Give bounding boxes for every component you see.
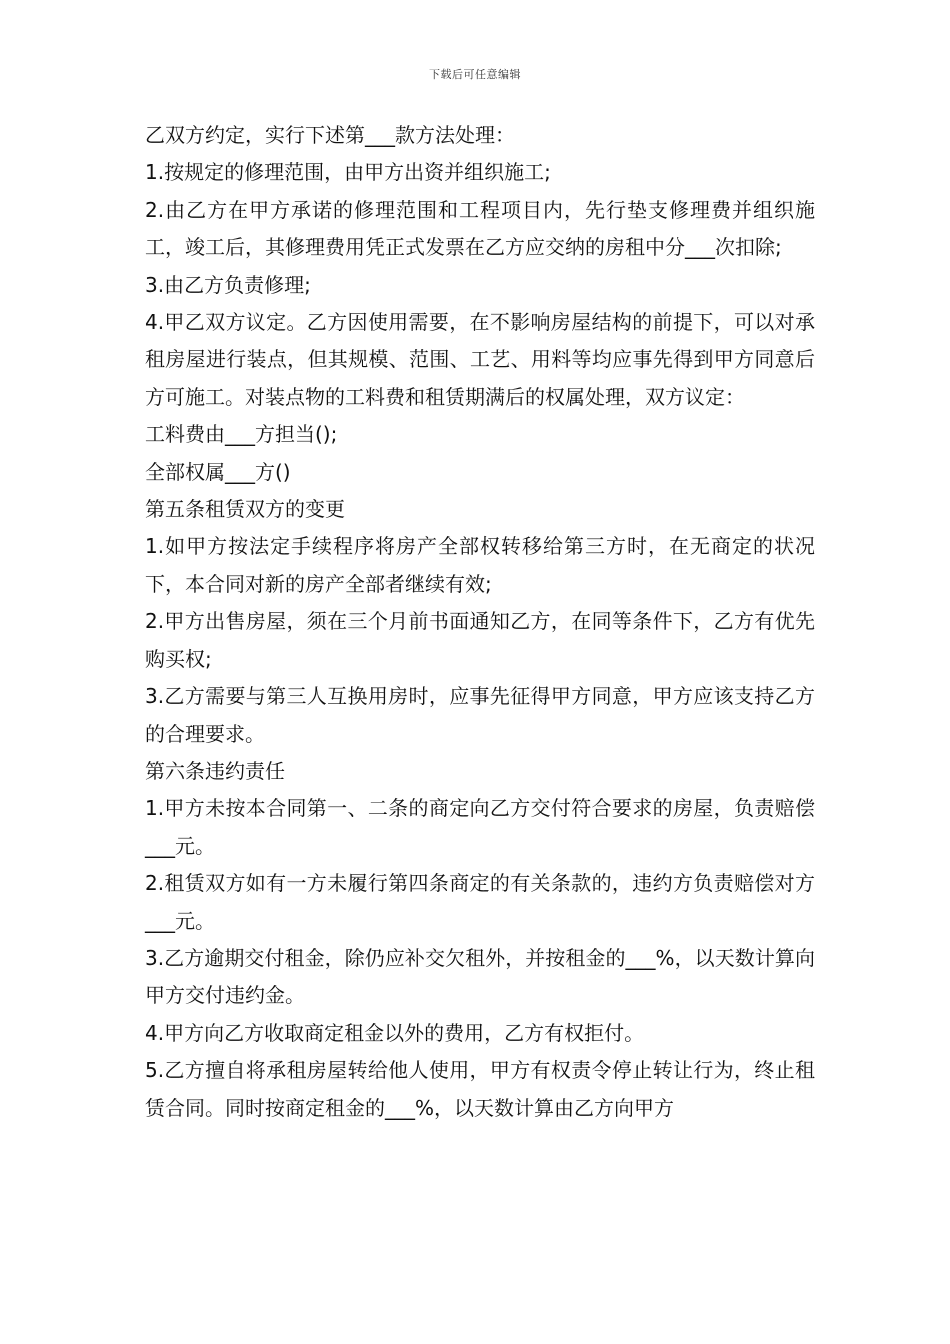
paragraph-change-2: 2.甲方出售房屋，须在三个月前书面通知乙方，在同等条件下，乙方有优先购买权; — [145, 609, 815, 671]
paragraph-liability-5: 5.乙方擅自将承租房屋转给他人使用，甲方有权责令停止转让行为，终止租赁合同。同时按商定租金的___%，以天数计算由乙方向甲方 — [145, 1058, 815, 1120]
section-heading-article-6: 第六条违约责任 — [145, 758, 285, 783]
paragraph-liability-3: 3.乙方逾期交付租金，除仍应补交欠租外，并按租金的___%，以天数计算向甲方交付违约金。 — [145, 945, 815, 1008]
paragraph-change-3: 3.乙方需要与第三人互换用房时，应事先征得甲方同意，甲方应该支持乙方的合理要求。 — [145, 684, 815, 746]
paragraph-ownership: 全部权属___方() — [145, 459, 291, 484]
paragraph-change-1: 1.如甲方按法定手续程序将房产全部权转移给第三方时，在无商定的状况下，本合同对新的房产全部者继续有效; — [145, 534, 815, 596]
paragraph-payment-method: 乙双方约定，实行下述第___款方法处理： — [145, 123, 515, 147]
paragraph-repair-option-3: 3.由乙方负责修理; — [145, 272, 311, 297]
document-body — [145, 117, 815, 1127]
paragraph-material-cost: 工料费由___方担当(); — [145, 422, 338, 447]
paragraph-liability-4: 4.甲方向乙方收取商定租金以外的费用，乙方有权拒付。 — [145, 1020, 645, 1045]
section-heading-article-5: 第五条租赁双方的变更 — [145, 497, 345, 522]
paragraph-repair-option-1: 1.按规定的修理范围，由甲方出资并组织施工; — [145, 160, 551, 185]
paragraph-repair-option-2: 2.由乙方在甲方承诺的修理范围和工程项目内，先行垫支修理费并组织施工，竣工后，其修理费用凭正式发票在乙方应交纳的房租中分___次扣除; — [145, 197, 815, 260]
paragraph-liability-2: 2.租赁双方如有一方未履行第四条商定的有关条款的，违约方负责赔偿对方___元。 — [145, 871, 815, 933]
paragraph-liability-1: 1.甲方未按本合同第一、二条的商定向乙方交付符合要求的房屋，负责赔偿___元。 — [145, 796, 815, 858]
header-note: 下载后可任意编辑 — [429, 68, 521, 81]
paragraph-repair-option-4: 4.甲乙双方议定。乙方因使用需要，在不影响房屋结构的前提下，可以对承租房屋进行装点，但其规模、范围、工艺、用料等均应事先得到甲方同意后方可施工。对装点物的工料费和租赁期满后的权属处理，双方议定： — [145, 310, 815, 409]
